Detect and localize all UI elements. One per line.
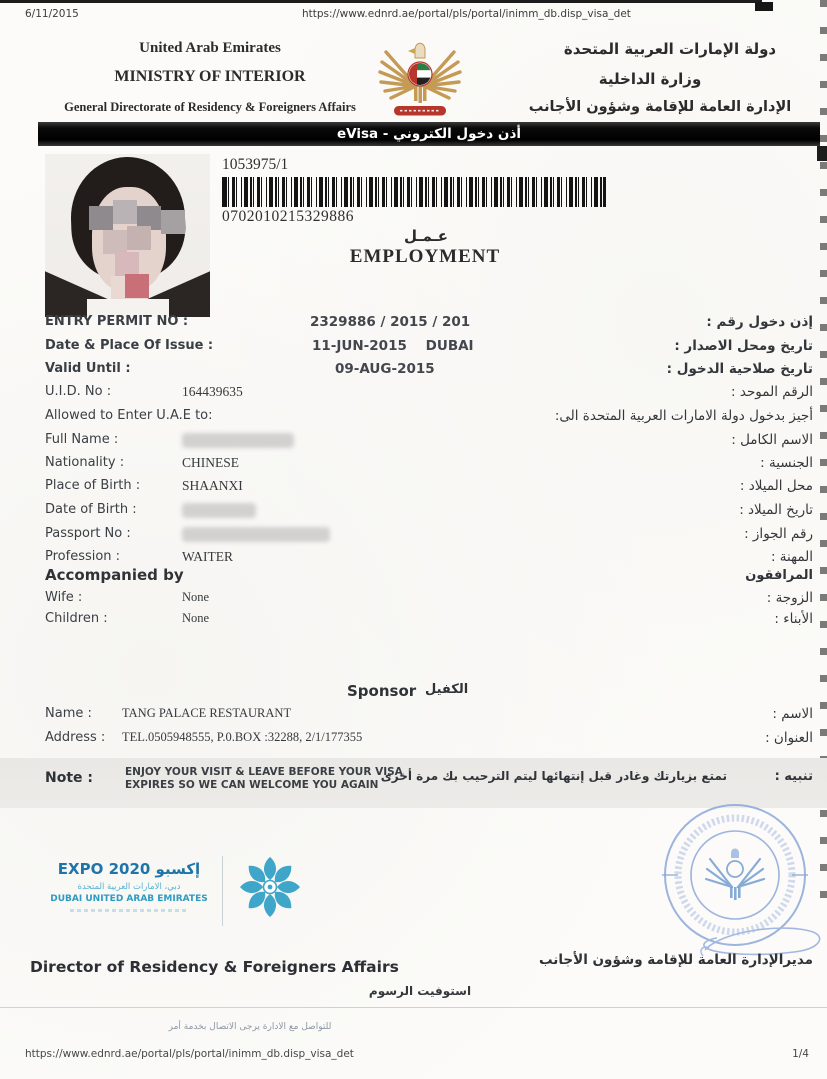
print-url: https://www.ednrd.ae/portal/pls/portal/inimm_db.disp_visa_det (302, 8, 631, 20)
photo-pixelation (113, 200, 137, 224)
evisa-title-bar: eVisa - أذن دخول الكتروني (38, 122, 820, 146)
field-value: SHAANXI (182, 478, 243, 493)
letterhead-country-en: United Arab Emirates (139, 40, 281, 56)
field-label-ar: الاسم الكامل : (731, 432, 813, 448)
redacted-value (182, 527, 330, 542)
field-label: Passport No : (45, 526, 131, 541)
field-label-ar: الأبناء : (774, 611, 813, 627)
letterhead-directorate-en: General Directorate of Residency & Foreigners Affairs (64, 100, 356, 114)
footer-page-number: 1/4 (792, 1048, 809, 1060)
photo-pixelation (115, 252, 139, 276)
scan-artifact-corner-mark (755, 2, 773, 11)
letterhead-ministry-en: MINISTRY OF INTERIOR (114, 68, 306, 85)
field-value: TANG PALACE RESTAURANT (122, 706, 292, 720)
field-label: U.I.D. No : (45, 384, 112, 399)
field-row-nationality (0, 455, 827, 478)
redacted-value (182, 433, 294, 448)
uae-falcon-emblem (372, 34, 468, 122)
field-label-ar: تاريخ الميلاد : (739, 502, 813, 518)
field-row-allowed (0, 408, 827, 431)
visa-type-arabic: عـمـل (404, 227, 448, 245)
field-label-ar: تاريخ صلاحية الدخول : (666, 361, 813, 377)
director-title-en: Director of Residency & Foreigners Affairs (30, 958, 399, 976)
note-label: Note : (45, 770, 93, 786)
portrait-photo (45, 154, 210, 317)
field-label-ar: الجنسية : (760, 455, 813, 471)
field-label-ar: الاسم : (772, 706, 813, 722)
field-label: Date & Place Of Issue : (45, 338, 214, 353)
field-label-ar: الرقم الموحد : (731, 384, 813, 400)
field-label: ENTRY PERMIT NO : (45, 314, 189, 329)
director-title-ar: مديرالإدارة العامة للإقامة وشؤون الأجانب (539, 952, 813, 968)
letterhead-ministry-ar: وزارة الداخلية (598, 70, 702, 88)
footer-url: https://www.ednrd.ae/portal/pls/portal/inimm_db.disp_visa_det (25, 1048, 354, 1060)
field-label-ar: المهنة : (770, 549, 813, 565)
expo-flower-icon (233, 850, 307, 924)
field-label-ar: الزوجة : (766, 590, 813, 606)
print-date: 6/11/2015 (25, 8, 79, 20)
note-label-ar: تنبيه : (774, 769, 813, 784)
field-value: WAITER (182, 549, 233, 564)
field-label: Children : (45, 611, 108, 626)
scan-artifact-right-blob (817, 146, 827, 161)
field-value: 09-AUG-2015 (335, 361, 435, 377)
field-label: Full Name : (45, 432, 119, 447)
field-label: Wife : (45, 590, 83, 605)
field-label: Name : (45, 706, 92, 721)
field-label-ar: رقم الجواز : (744, 526, 813, 542)
expo-logo-title: EXPO 2020 إكسبو (57, 860, 201, 878)
field-label-ar: محل الميلاد : (739, 478, 813, 494)
photo-pixelation (103, 230, 127, 254)
photo-pixelation (127, 226, 151, 250)
sponsor-title: Sponsor (347, 682, 417, 700)
field-row-birth-date (0, 502, 827, 525)
accompanied-title: Accompanied by (45, 566, 184, 584)
footer-divider (0, 1007, 827, 1008)
redacted-value (182, 503, 256, 518)
field-label: Address : (45, 730, 106, 745)
field-label-ar: أجيز بدخول دولة الامارات العربية المتحدة الى: (554, 408, 813, 424)
field-label: Profession : (45, 549, 121, 564)
field-value: 164439635 (182, 384, 243, 399)
field-value: None (182, 590, 210, 604)
field-label-ar: تاريخ ومحل الاصدار : (674, 338, 813, 354)
letterhead-country-ar: دولة الإمارات العربية المتحدة (563, 40, 777, 58)
note-line-1: ENJOY YOUR VISIT & LEAVE BEFORE YOUR VISA (125, 766, 403, 778)
expo-logo-subtitle-ar: دبي، الامارات العربية المتحدة (77, 882, 181, 892)
barcode-value: 0702010215329886 (222, 208, 354, 225)
note-line-2: EXPIRES SO WE CAN WELCOME YOU AGAIN (125, 779, 379, 791)
field-label: Nationality : (45, 455, 125, 470)
field-row-sponsor-address (0, 730, 827, 753)
field-row-full-name (0, 432, 827, 455)
field-label: Date of Birth : (45, 502, 137, 517)
field-value: CHINESE (182, 455, 239, 470)
barcode (222, 177, 606, 207)
field-label-ar: إذن دخول رقم : (706, 314, 813, 330)
photo-pixelation (125, 274, 149, 298)
field-row-entry-permit (0, 314, 827, 337)
visa-type-english: EMPLOYMENT (349, 246, 501, 267)
field-row-issue (0, 338, 827, 361)
note-text-ar: تمتع بزيارتك وغادر قبل إنتهائها ليتم الترحيب بك مرة أخرى (380, 769, 727, 783)
expo-logo-subtitle-en: DUBAI UNITED ARAB EMIRATES (50, 894, 208, 904)
field-label: Valid Until : (45, 361, 131, 376)
field-row-birth-place (0, 478, 827, 501)
letterhead-directorate-ar: الإدارة العامة للإقامة وشؤون الأجانب (528, 99, 792, 115)
field-row-wife (0, 590, 827, 613)
field-row-passport (0, 526, 827, 549)
field-value: 11-JUN-2015 DUBAI (312, 338, 474, 354)
field-value: None (182, 611, 210, 625)
permit-file-number: 1053975/1 (222, 156, 289, 173)
photo-pixelation (89, 206, 113, 230)
fees-collected-ar: استوفيت الرسوم (368, 984, 472, 998)
sponsor-title-ar: الكفيل (425, 682, 469, 697)
expo-logo-divider (222, 856, 223, 926)
field-row-children (0, 611, 827, 634)
field-row-sponsor-name (0, 706, 827, 729)
field-value: TEL.0505948555, P.0.BOX :32288, 2/1/177355 (122, 730, 363, 744)
field-label: Allowed to Enter U.A.E to: (45, 408, 213, 423)
footer-contact-ar: للتواصل مع الادارة يرجى الاتصال بخدمة أمر (168, 1022, 332, 1032)
field-row-uid (0, 384, 827, 407)
expo-logo-fineprint (70, 909, 188, 912)
field-value: 2329886 / 2015 / 201 (310, 314, 471, 330)
field-label: Place of Birth : (45, 478, 141, 493)
field-row-valid-until (0, 361, 827, 384)
field-label-ar: العنوان : (765, 730, 813, 746)
scan-artifact-top-strip (0, 0, 762, 3)
photo-pixelation (161, 210, 185, 234)
accompanied-title-ar: المرافقون (745, 568, 813, 583)
